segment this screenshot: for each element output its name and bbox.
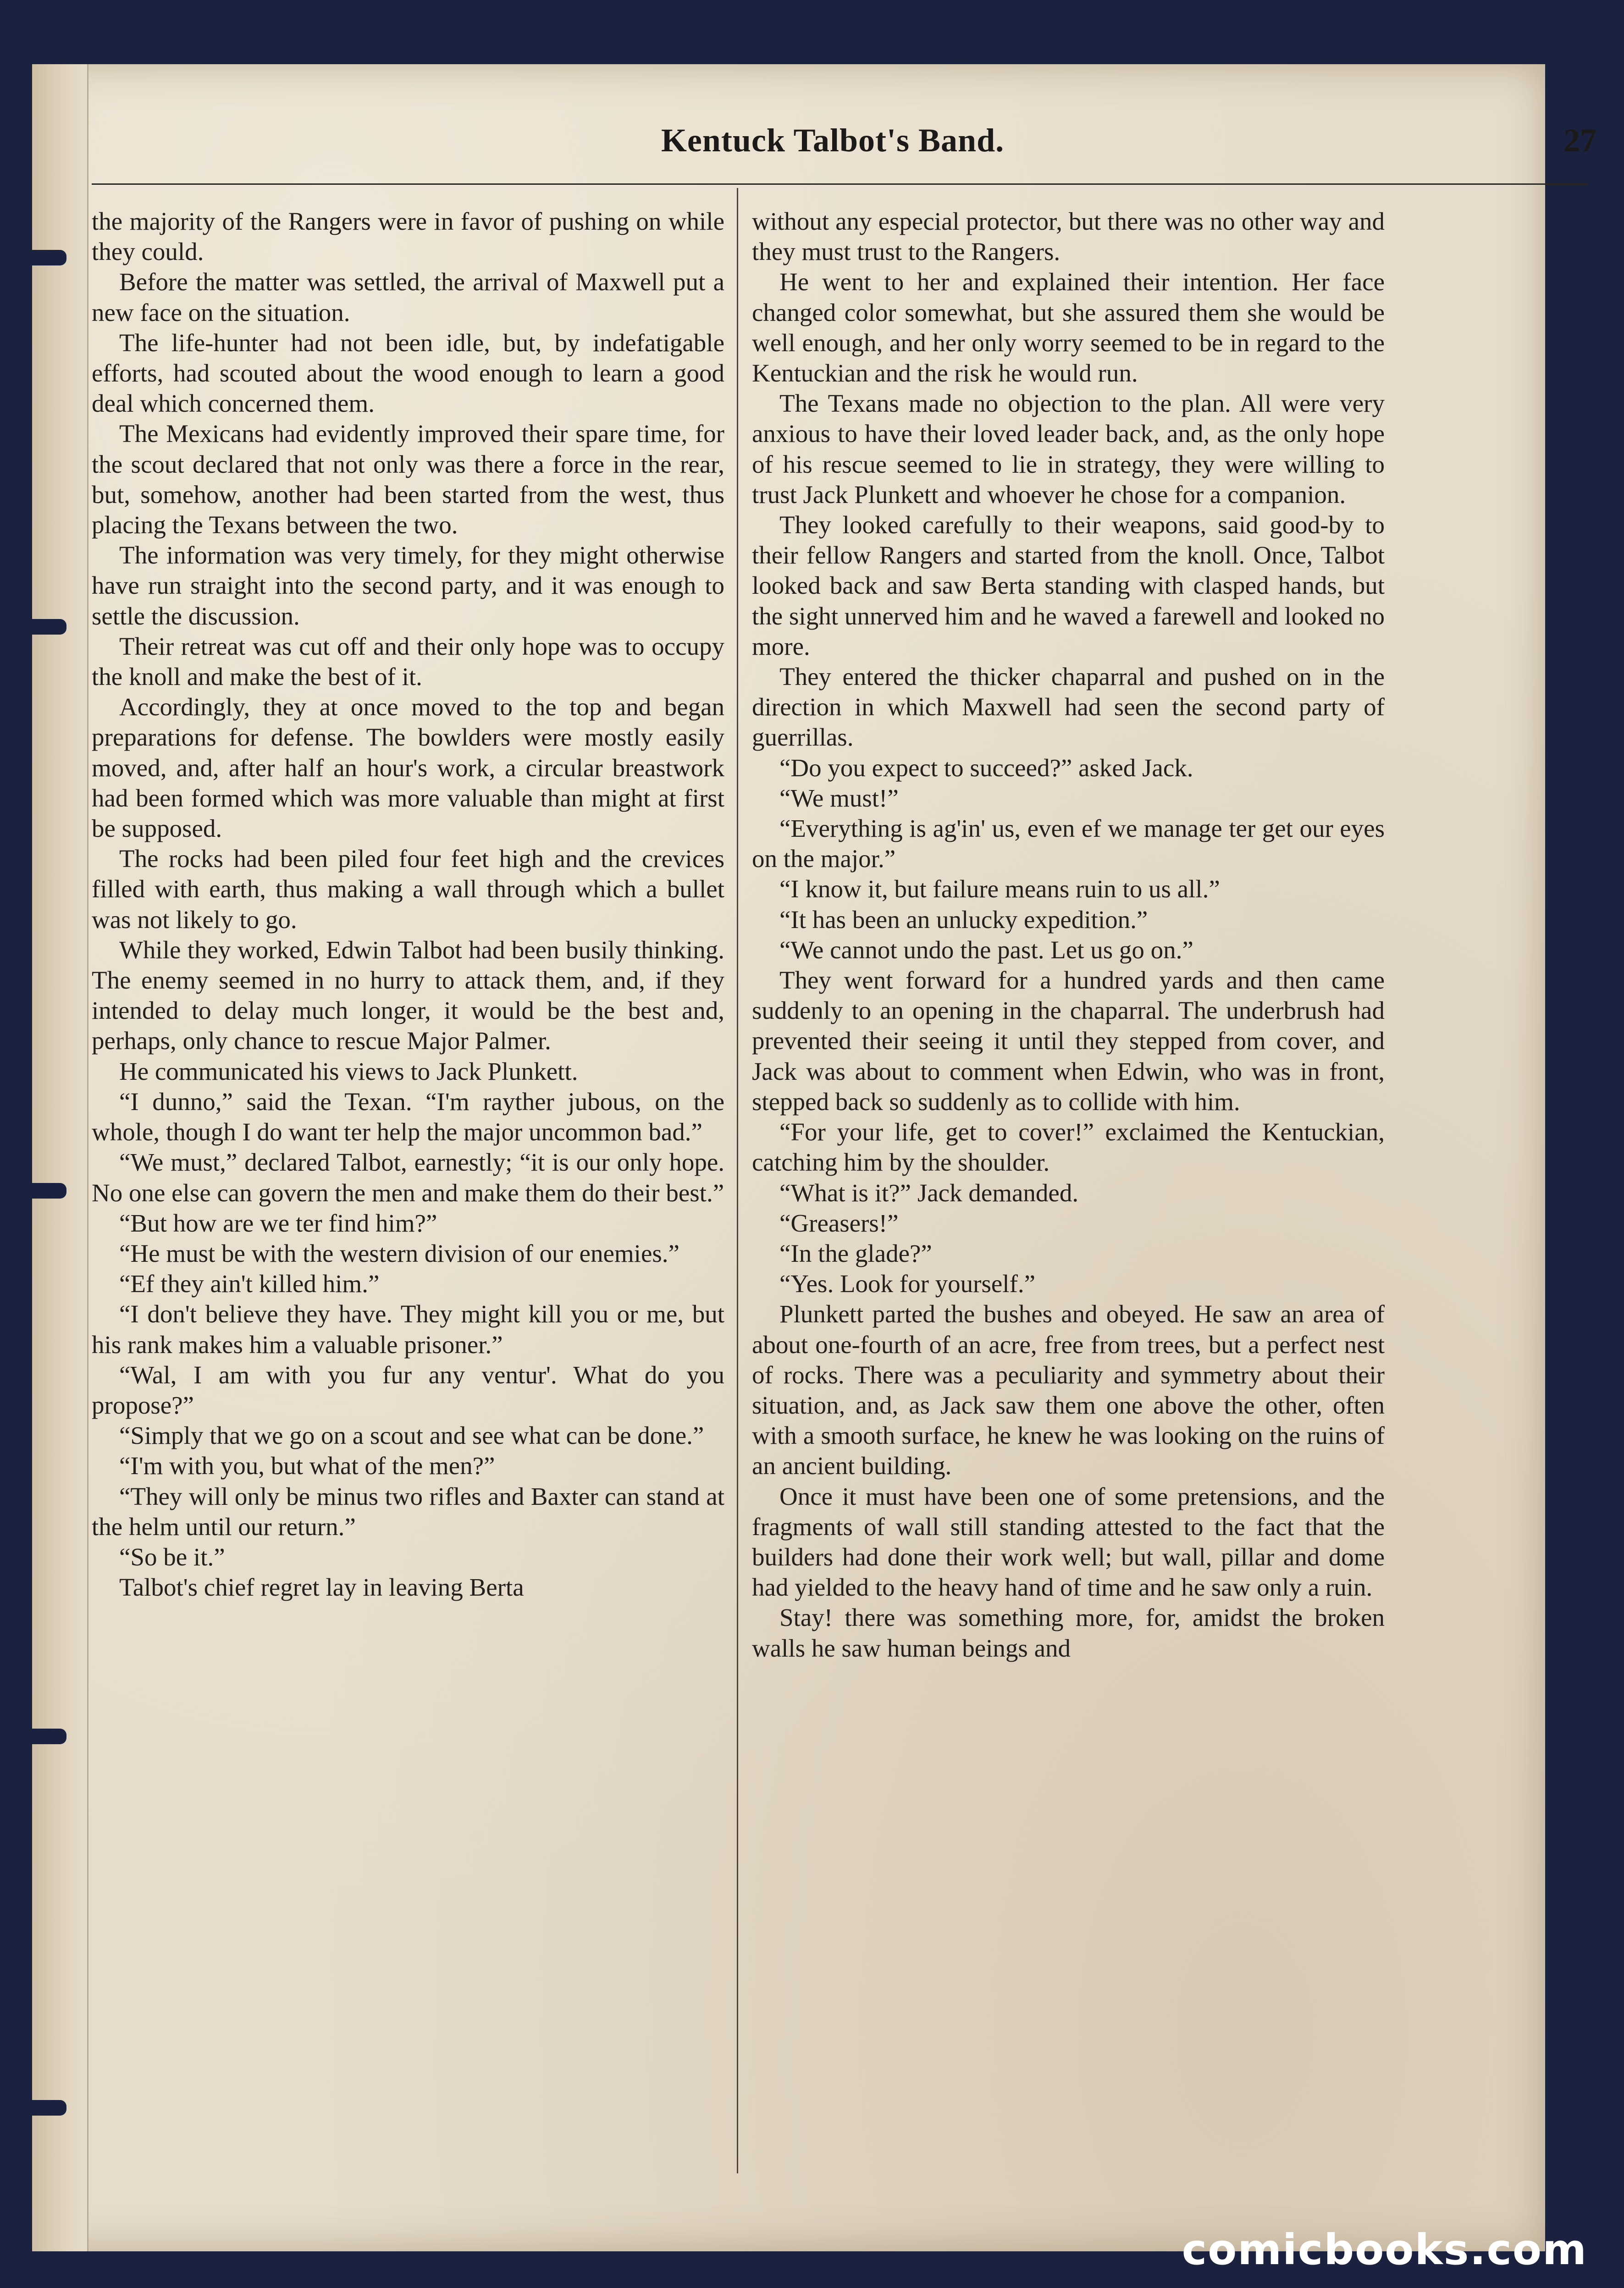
- paragraph: “Everything is ag'in' us, even ef we manage ter get our eyes on the major.”: [752, 814, 1385, 873]
- paragraph: “They will only be minus two rifles and Baxter can stand at the helm until our return.”: [92, 1482, 724, 1541]
- paragraph: They looked carefully to their weapons, said good-by to their fellow Rangers and started from the knoll. Once, Talbot looked back and saw Berta standing with clasped hands, but the sight unnerved him and he waved a farewell and looked no more.: [752, 511, 1385, 660]
- page-binding: [32, 64, 88, 2251]
- paragraph: Accordingly, they at once moved to the top and began preparations for defense. The bowlders were mostly easily moved, and, after half an hour's work, a circular breastwork had been formed which was more valuable than might at first be supposed.: [92, 693, 724, 843]
- paragraph: The life-hunter had not been idle, but, by indefatigable efforts, had scouted about the wood enough to learn a good deal which concerned them.: [92, 328, 724, 418]
- page-number: 27: [1563, 122, 1596, 159]
- paragraph: “In the glade?”: [779, 1239, 932, 1267]
- left-column: [92, 206, 724, 1603]
- paragraph: While they worked, Edwin Talbot had been busily thinking. The enemy seemed in no hurry to attack them, and, if they intended to delay much longer, it would be the best and, perhaps, only chance to rescue Major Palmer.: [92, 935, 724, 1055]
- paragraph: “I'm with you, but what of the men?”: [119, 1452, 495, 1480]
- column-divider: [737, 188, 738, 2173]
- paragraph: “Ef they ain't killed him.”: [119, 1270, 380, 1298]
- paragraph: “We must!”: [779, 784, 899, 812]
- paragraph: The rocks had been piled four feet high and the crevices filled with earth, thus making a wall through which a bullet was not likely to go.: [92, 845, 724, 934]
- running-title: Kentuck Talbot's Band.: [661, 122, 1005, 159]
- binding-staple: [0, 619, 66, 635]
- paragraph: “For your life, get to cover!” exclaimed the Kentuckian, catching him by the shoulder.: [752, 1118, 1385, 1177]
- paragraph: The information was very timely, for they might otherwise have run straight into the second party, and it was enough to settle the discussion.: [92, 541, 724, 630]
- paragraph: Plunkett parted the bushes and obeyed. He saw an area of about one-fourth of an acre, free from trees, but a perfect nest of rocks. There was a peculiarity and symmetry about their situation, and, as Jack saw them one above the other, often with a smooth surface, he knew he was looking on the ruins of an ancient building.: [752, 1300, 1385, 1480]
- binding-staple: [0, 2100, 66, 2116]
- right-column: [752, 206, 1385, 1663]
- page-header: [69, 122, 1596, 181]
- paragraph: Stay! there was something more, for, amidst the broken walls he saw human beings and: [752, 1603, 1385, 1662]
- paragraph: “But how are we ter find him?”: [119, 1209, 437, 1237]
- paragraph: “I don't believe they have. They might kill you or me, but his rank makes him a valuable prisoner.”: [92, 1300, 724, 1359]
- paragraph: “We must,” declared Talbot, earnestly; “it is our only hope. No one else can govern the men and make them do their best.”: [92, 1148, 724, 1207]
- paragraph: “It has been an unlucky expedition.”: [779, 905, 1148, 934]
- paragraph: Their retreat was cut off and their only hope was to occupy the knoll and make the best of it.: [92, 632, 724, 691]
- watermark: comicbooks.com: [1182, 2225, 1587, 2274]
- paragraph: “I dunno,” said the Texan. “I'm rayther jubous, on the whole, though I do want ter help the major uncommon bad.”: [92, 1087, 724, 1146]
- paragraph: They went forward for a hundred yards and then came suddenly to an opening in the chaparral. The underbrush had prevented their seeing it until they stepped from cover, and Jack was about to comment when Edwin, who was in front, stepped back so suddenly as to collide with him.: [752, 966, 1385, 1116]
- paragraph: “Wal, I am with you fur any ventur'. What do you propose?”: [92, 1360, 724, 1419]
- paragraph: “Simply that we go on a scout and see what can be done.”: [119, 1421, 704, 1450]
- paragraph: He went to her and explained their intention. Her face changed color somewhat, but she assured them she would be well enough, and her only worry seemed to be in regard to the Kentuckian and the risk he would run.: [752, 268, 1385, 387]
- binding-staple: [0, 250, 66, 265]
- paragraph: “Yes. Look for yourself.”: [779, 1270, 1036, 1298]
- binding-staple: [0, 1729, 66, 1744]
- paragraph: “Do you expect to succeed?” asked Jack.: [779, 753, 1193, 782]
- paragraph: Before the matter was settled, the arrival of Maxwell put a new face on the situation.: [92, 268, 724, 326]
- paragraph: He communicated his views to Jack Plunkett.: [119, 1057, 578, 1085]
- paragraph: The Texans made no objection to the plan. All were very anxious to have their loved leader back, and, as the only hope of his rescue seemed to lie in strategy, they were willing to trust Jack Plunkett and whoever he chose for a companion.: [752, 389, 1385, 508]
- paragraph: without any especial protector, but there was no other way and they must trust to the Rangers.: [752, 207, 1385, 266]
- paragraph: Once it must have been one of some pretensions, and the fragments of wall still standing attested to the fact that the builders had done their work well; but wall, pillar and dome had yielded to the heavy hand of time and he saw only a ruin.: [752, 1482, 1385, 1602]
- paragraph: “I know it, but failure means ruin to us all.”: [779, 875, 1220, 903]
- paragraph: “So be it.”: [119, 1542, 225, 1571]
- binding-staple: [0, 1183, 66, 1199]
- paragraph: Talbot's chief regret lay in leaving Berta: [119, 1573, 524, 1602]
- paragraph: “What is it?” Jack demanded.: [779, 1178, 1079, 1207]
- paragraph: the majority of the Rangers were in favor of pushing on while they could.: [92, 207, 724, 266]
- paragraph: They entered the thicker chaparral and pushed on in the direction in which Maxwell had seen the second party of guerrillas.: [752, 663, 1385, 752]
- paragraph: “He must be with the western division of our enemies.”: [119, 1239, 679, 1267]
- paragraph: “Greasers!”: [779, 1209, 899, 1237]
- paragraph: The Mexicans had evidently improved their spare time, for the scout declared that not only was there a force in the rear, but, somehow, another had been started from the west, thus placing the Texans between the two.: [92, 420, 724, 539]
- paragraph: “We cannot undo the past. Let us go on.”: [779, 935, 1193, 964]
- header-rule: [92, 183, 1587, 185]
